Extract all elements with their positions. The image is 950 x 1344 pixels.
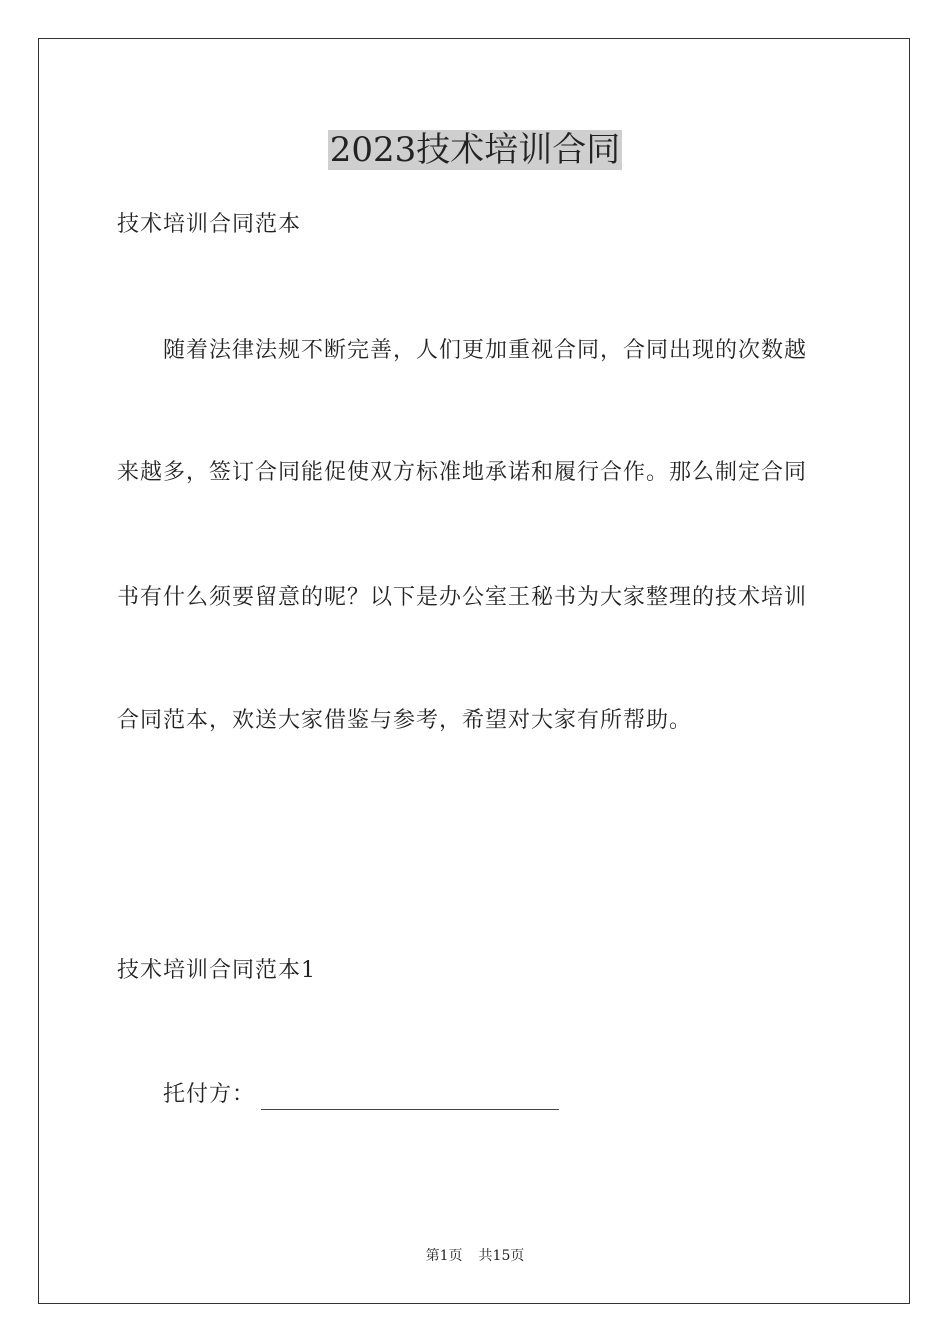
- fill-in-blank: [261, 1087, 559, 1110]
- page-number: 第1页: [425, 1248, 463, 1264]
- section-heading: 技术培训合同范本1: [117, 958, 316, 983]
- paragraph-line: 合同范本，欢送大家借鉴与参考，希望对大家有所帮助。: [117, 708, 693, 733]
- entrusting-party-field: [163, 1080, 559, 1110]
- paragraph-line: 来越多，签订合同能促使双方标准地承诺和履行合作。那么制定合同: [117, 460, 808, 485]
- page-footer: [0, 1246, 950, 1266]
- page-total: 共15页: [478, 1248, 525, 1264]
- title-text: 2023技术培训合同: [329, 130, 621, 170]
- paragraph-line: 随着法律法规不断完善，人们更加重视合同，合同出现的次数越: [163, 338, 808, 363]
- document-subtitle: 技术培训合同范本: [117, 212, 302, 237]
- paragraph-line: 书有什么须要留意的呢？以下是办公室王秘书为大家整理的技术培训: [117, 585, 808, 610]
- document-title: [0, 128, 950, 172]
- field-label: 托付方：: [163, 1082, 256, 1107]
